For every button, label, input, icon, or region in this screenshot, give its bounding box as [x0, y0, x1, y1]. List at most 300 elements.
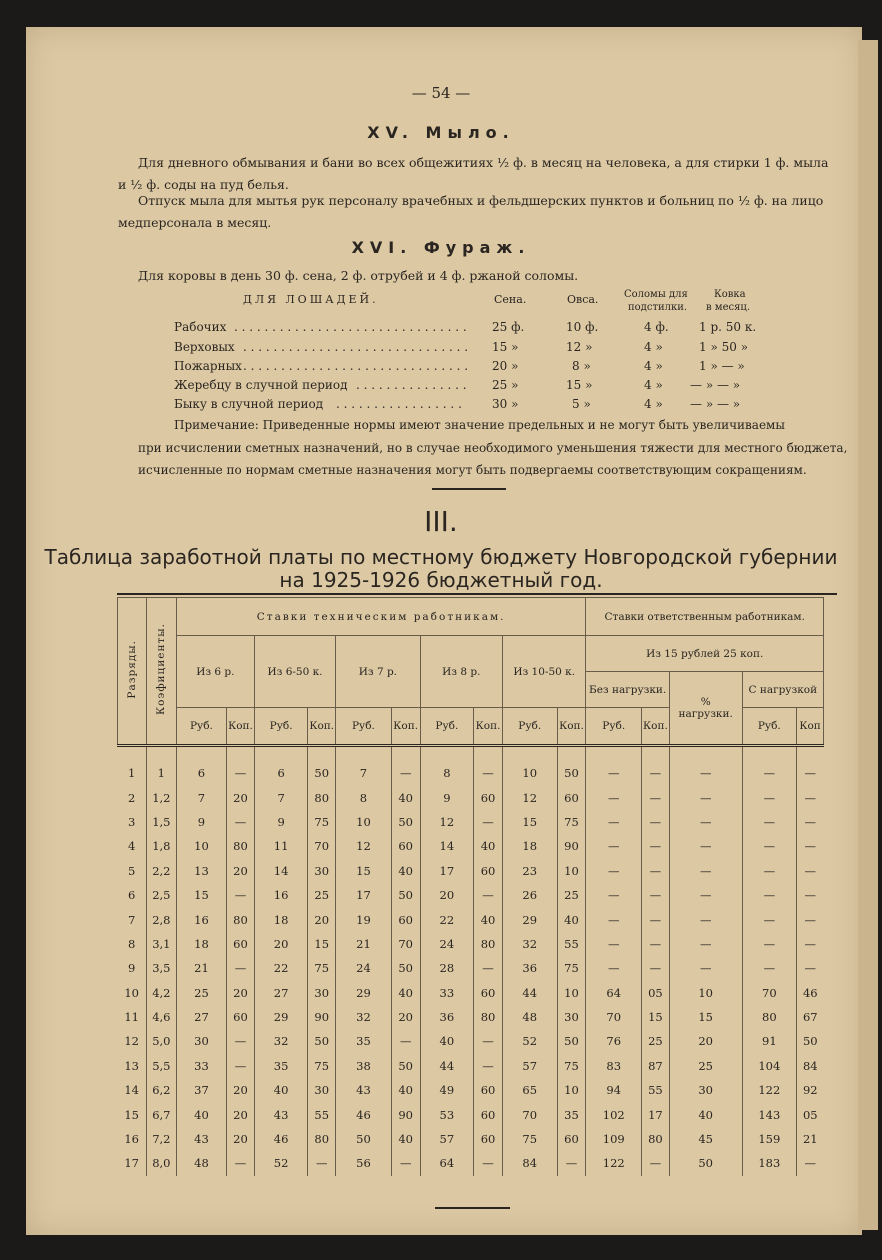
table-cell: 43 — [336, 1078, 392, 1102]
table-cell: 20 — [420, 883, 473, 907]
table-cell: — — [391, 1029, 420, 1053]
table-cell: 7,2 — [146, 1127, 176, 1151]
table-spacer-cell — [642, 746, 670, 762]
table-cell: 50 — [391, 956, 420, 980]
fodder-row-straw: 4 » — [644, 397, 663, 411]
table-cell: 76 — [586, 1029, 642, 1053]
header-percent-load — [669, 672, 742, 746]
table-cell: — — [642, 956, 670, 980]
table-cell: 80 — [474, 1005, 503, 1029]
table-cell: 4 — [128, 839, 136, 854]
table-cell: 15 — [308, 932, 336, 956]
table-cell: 55 — [308, 1102, 336, 1126]
header-group-6-50: Из 6-50 к. — [254, 636, 335, 708]
table-cell: 19 — [336, 907, 392, 931]
table-cell: 21 — [797, 1127, 824, 1151]
leader-dots: . . . . . . . . . . . . . . . . . . . . . . . . . . . . . . — [243, 340, 469, 354]
table-cell: 8 — [336, 785, 392, 809]
table-cell: 8,0 — [146, 1151, 176, 1175]
table-cell: 30 — [176, 1029, 226, 1053]
table-cell: 109 — [586, 1127, 642, 1151]
table-cell: 60 — [391, 834, 420, 858]
table-cell: 18 — [502, 834, 557, 858]
table-cell: 91 — [742, 1029, 797, 1053]
table-cell: — — [227, 883, 255, 907]
table-cell: — — [227, 810, 255, 834]
page-number: — 54 — — [411, 84, 471, 102]
table-cell: — — [642, 761, 670, 785]
table-spacer-cell — [336, 746, 392, 762]
table-cell: 48 — [176, 1151, 226, 1175]
table-cell: 15 — [502, 810, 557, 834]
part-number: III. — [424, 505, 458, 538]
table-cell: 40 — [420, 1029, 473, 1053]
table-cell: — — [669, 785, 742, 809]
fodder-row-oats: 12 » — [566, 340, 593, 354]
fodder-row-shoe: 1 » 50 » — [699, 340, 749, 354]
table-cell: — — [227, 956, 255, 980]
table-cell: 7 — [128, 912, 136, 927]
table-cell: 50 — [391, 883, 420, 907]
table-cell: 4,2 — [146, 981, 176, 1005]
fodder-intro: Для коровы в день 30 ф. сена, 2 ф. отрубей и 4 ф. ржаной соломы. — [138, 268, 579, 283]
table-cell: 102 — [586, 1102, 642, 1126]
table-cell: 44 — [502, 981, 557, 1005]
table-cell: 50 — [797, 1029, 824, 1053]
table-cell: 2,2 — [146, 859, 176, 883]
table-cell: 27 — [254, 981, 307, 1005]
table-cell: — — [742, 907, 797, 931]
page-edge — [858, 40, 878, 1230]
leader-dots: . . . . . . . . . . . . . . . . . — [336, 397, 462, 411]
header-group-7r: Из 7 р. — [336, 636, 420, 708]
table-row — [118, 834, 824, 858]
table-cell: 36 — [502, 956, 557, 980]
leader-dots: . . . . . . . . . . . . . . . . . . . . . . . . . . . . . . — [243, 359, 469, 373]
table-cell: 18 — [254, 907, 307, 931]
table-cell: 53 — [420, 1102, 473, 1126]
fodder-row-hay: 30 » — [492, 397, 519, 411]
table-cell: 7 — [176, 785, 226, 809]
fodder-row-name: Быку в случной период — [174, 397, 324, 411]
table-cell: 16 — [254, 883, 307, 907]
table-cell: 70 — [308, 834, 336, 858]
table-cell: 30 — [669, 1078, 742, 1102]
table-cell: 75 — [308, 956, 336, 980]
table-cell: 14 — [254, 859, 307, 883]
header-no-load: Без нагрузки. — [586, 672, 669, 708]
table-cell: 9 — [176, 810, 226, 834]
table-cell: 1,8 — [146, 834, 176, 858]
table-cell: 8 — [128, 936, 136, 951]
table-cell: 80 — [642, 1127, 670, 1151]
table-cell: 1 — [128, 766, 136, 781]
table-spacer-cell — [742, 746, 797, 762]
table-cell: 122 — [742, 1078, 797, 1102]
table-row — [118, 907, 824, 931]
table-cell: — — [308, 1151, 336, 1175]
table-cell: 17 — [336, 883, 392, 907]
table-cell: 14 — [124, 1083, 139, 1098]
table-cell: 28 — [420, 956, 473, 980]
table-cell: 87 — [642, 1054, 670, 1078]
header-group-10-50: Из 10-50 к. — [502, 636, 585, 708]
table-cell: 104 — [742, 1054, 797, 1078]
table-cell: 90 — [391, 1102, 420, 1126]
table-spacer-row — [118, 746, 824, 762]
table-cell: 70 — [586, 1005, 642, 1029]
fodder-row-oats: 5 » — [572, 397, 591, 411]
table-cell: 7 — [254, 785, 307, 809]
table-cell: 2,5 — [146, 883, 176, 907]
header-kop: Коп — [797, 708, 824, 746]
table-cell: 20 — [227, 1102, 255, 1126]
table-cell: 90 — [308, 1005, 336, 1029]
table-spacer-cell — [420, 746, 473, 762]
table-cell: — — [642, 810, 670, 834]
table-cell: 10 — [557, 859, 586, 883]
table-cell: 83 — [586, 1054, 642, 1078]
header-rub: Руб. — [586, 708, 642, 746]
table-cell: 60 — [474, 1127, 503, 1151]
table-cell: 80 — [474, 932, 503, 956]
table-cell: — — [669, 907, 742, 931]
table-spacer-cell — [176, 746, 226, 762]
table-row — [118, 859, 824, 883]
percent-sign: % — [700, 696, 711, 708]
table-cell: — — [474, 1151, 503, 1175]
table-cell: 25 — [308, 883, 336, 907]
table-cell: — — [474, 761, 503, 785]
table-cell: 20 — [669, 1029, 742, 1053]
table-cell: 50 — [336, 1127, 392, 1151]
header-rub: Руб. — [176, 708, 226, 746]
table-top-rule — [117, 593, 837, 595]
table-cell: 17 — [420, 859, 473, 883]
table-cell: 29 — [502, 907, 557, 931]
table-cell: 11 — [254, 834, 307, 858]
table-cell: 43 — [176, 1127, 226, 1151]
table-cell: 55 — [642, 1078, 670, 1102]
table-cell: — — [797, 785, 824, 809]
header-with-load: С нагрузкой — [742, 672, 823, 708]
fodder-row-oats: 8 » — [572, 359, 591, 373]
table-cell: 35 — [254, 1054, 307, 1078]
header-technical-rates: Ставки техническим работникам. — [176, 598, 586, 636]
table-cell: — — [642, 834, 670, 858]
table-cell: — — [642, 859, 670, 883]
table-cell: 75 — [557, 810, 586, 834]
table-cell: 60 — [227, 932, 255, 956]
table-cell: 10 — [502, 761, 557, 785]
table-cell: 21 — [176, 956, 226, 980]
table-cell: — — [797, 1151, 824, 1175]
table-cell: — — [669, 761, 742, 785]
table-cell: — — [669, 932, 742, 956]
table-cell: 10 — [176, 834, 226, 858]
col-oats: Овса. — [567, 293, 599, 306]
table-cell: 9 — [128, 961, 136, 976]
table-cell: — — [642, 1151, 670, 1175]
table-cell: — — [742, 883, 797, 907]
table-cell: 75 — [308, 1054, 336, 1078]
table-cell: 92 — [797, 1078, 824, 1102]
header-kop: Коп. — [308, 708, 336, 746]
table-cell: 05 — [642, 981, 670, 1005]
table-cell: — — [742, 761, 797, 785]
divider-rule — [432, 488, 506, 490]
table-cell: 24 — [336, 956, 392, 980]
fodder-row-hay: 15 » — [492, 340, 519, 354]
table-cell: 45 — [669, 1127, 742, 1151]
fodder-row-shoe: 1 р. 50 к. — [699, 320, 757, 334]
table-cell: 75 — [308, 810, 336, 834]
table-row — [118, 810, 824, 834]
table-spacer-cell — [474, 746, 503, 762]
table-cell: 32 — [254, 1029, 307, 1053]
table-cell: 52 — [502, 1029, 557, 1053]
table-cell: — — [669, 859, 742, 883]
table-cell: — — [227, 1029, 255, 1053]
table-cell: — — [742, 834, 797, 858]
table-cell: 90 — [557, 834, 586, 858]
table-cell: 26 — [502, 883, 557, 907]
table-cell: 13 — [124, 1058, 139, 1073]
salary-table — [117, 597, 824, 1176]
table-spacer-cell — [254, 746, 307, 762]
table-cell: 60 — [474, 1102, 503, 1126]
table-cell: 10 — [124, 985, 139, 1000]
table-spacer-cell — [308, 746, 336, 762]
fodder-row-shoe: — » — » — [690, 378, 741, 392]
table-cell: 15 — [176, 883, 226, 907]
header-from-15: Из 15 рублей 25 коп. — [586, 636, 824, 672]
table-cell: 17 — [124, 1156, 139, 1171]
fodder-row-hay: 25 ф. — [492, 320, 525, 334]
table-cell: — — [586, 761, 642, 785]
table-cell: 35 — [557, 1102, 586, 1126]
table-spacer-cell — [557, 746, 586, 762]
table-cell: 57 — [502, 1054, 557, 1078]
table-row — [118, 1029, 824, 1053]
leader-dots: . . . . . . . . . . . . . . . — [356, 378, 467, 392]
table-cell: 29 — [254, 1005, 307, 1029]
table-cell: 33 — [420, 981, 473, 1005]
table-cell: 52 — [254, 1151, 307, 1175]
table-cell: — — [669, 834, 742, 858]
table-cell: 46 — [336, 1102, 392, 1126]
table-cell: 3,1 — [146, 932, 176, 956]
fodder-row-hay: 25 » — [492, 378, 519, 392]
table-cell: 15 — [124, 1107, 139, 1122]
table-cell: — — [797, 932, 824, 956]
table-cell: 50 — [391, 810, 420, 834]
table-row — [118, 1005, 824, 1029]
table-cell: 30 — [557, 1005, 586, 1029]
fodder-row-shoe: — » — » — [690, 397, 741, 411]
table-cell: 84 — [797, 1054, 824, 1078]
table-cell: 40 — [669, 1102, 742, 1126]
table-cell: 18 — [176, 932, 226, 956]
table-cell: 40 — [474, 907, 503, 931]
table-cell: 50 — [308, 1029, 336, 1053]
table-cell: 15 — [669, 1005, 742, 1029]
table-cell: — — [557, 1151, 586, 1175]
table-cell: 36 — [420, 1005, 473, 1029]
table-cell: 15 — [336, 859, 392, 883]
table-cell: 40 — [254, 1078, 307, 1102]
table-row — [118, 883, 824, 907]
table-cell: 60 — [474, 981, 503, 1005]
table-cell: 44 — [420, 1054, 473, 1078]
table-cell: 37 — [176, 1078, 226, 1102]
table-cell: 50 — [557, 1029, 586, 1053]
table-cell: 48 — [502, 1005, 557, 1029]
table-row — [118, 1127, 824, 1151]
table-cell: 11 — [124, 1010, 139, 1025]
table-cell: 56 — [336, 1151, 392, 1175]
table-cell: — — [669, 810, 742, 834]
table-spacer-cell — [227, 746, 255, 762]
table-cell: 40 — [391, 981, 420, 1005]
table-cell: 60 — [391, 907, 420, 931]
header-kop: Коп. — [557, 708, 586, 746]
table-cell: 80 — [308, 785, 336, 809]
table-cell: 17 — [642, 1102, 670, 1126]
table-cell: 38 — [336, 1054, 392, 1078]
table-cell: 13 — [176, 859, 226, 883]
table-cell: 05 — [797, 1102, 824, 1126]
fodder-row-hay: 20 » — [492, 359, 519, 373]
table-cell: 20 — [391, 1005, 420, 1029]
table-cell: 65 — [502, 1078, 557, 1102]
fodder-row-straw: 4 » — [644, 378, 663, 392]
table-cell: — — [586, 834, 642, 858]
header-rub: Руб. — [502, 708, 557, 746]
soap-paragraph-1a: Для дневного обмывания и бани во всех общежитиях ½ ф. в месяц на человека, а для стирки 1 ф. мыла — [138, 155, 829, 170]
col-straw-2: подстилки. — [628, 302, 688, 313]
table-cell: 6 — [128, 888, 136, 903]
table-cell: — — [586, 932, 642, 956]
table-cell: — — [797, 883, 824, 907]
table-cell: 49 — [420, 1078, 473, 1102]
header-kop: Коп. — [391, 708, 420, 746]
table-cell: — — [474, 956, 503, 980]
table-cell: 33 — [176, 1054, 226, 1078]
table-cell: 30 — [308, 1078, 336, 1102]
table-cell: 6 — [176, 761, 226, 785]
table-cell: 20 — [227, 1078, 255, 1102]
table-row — [118, 981, 824, 1005]
table-cell: 15 — [642, 1005, 670, 1029]
table-cell: 30 — [308, 981, 336, 1005]
table-cell: 43 — [254, 1102, 307, 1126]
table-row — [118, 932, 824, 956]
table-cell: 40 — [176, 1102, 226, 1126]
table-spacer-cell — [391, 746, 420, 762]
table-cell: 10 — [669, 981, 742, 1005]
fodder-row-name: Верховых — [174, 340, 235, 354]
fodder-note-2: при исчислении сметных назначений, но в случае необходимого уменьшения тяжести для местного бюджета, — [138, 441, 848, 455]
table-cell: — — [742, 956, 797, 980]
table-cell: 6,2 — [146, 1078, 176, 1102]
table-cell: — — [586, 810, 642, 834]
table-cell: 57 — [420, 1127, 473, 1151]
table-cell: 40 — [557, 907, 586, 931]
table-spacer-cell — [797, 746, 824, 762]
table-cell: 40 — [391, 785, 420, 809]
table-cell: 80 — [227, 834, 255, 858]
header-kop: Коп. — [642, 708, 670, 746]
table-cell: 64 — [420, 1151, 473, 1175]
table-cell: 70 — [391, 932, 420, 956]
table-cell: — — [227, 1054, 255, 1078]
header-rub: Руб. — [336, 708, 392, 746]
table-cell: 25 — [557, 883, 586, 907]
table-cell: 122 — [586, 1151, 642, 1175]
table-cell: 46 — [797, 981, 824, 1005]
col-shoe-2: в месяц. — [706, 302, 751, 313]
fodder-row-name: Пожарных — [174, 359, 242, 373]
table-cell: 80 — [308, 1127, 336, 1151]
header-rub: Руб. — [742, 708, 797, 746]
table-cell: 10 — [557, 1078, 586, 1102]
leader-dots: . . . . . . . . . . . . . . . . . . . . . . . . . . . . . . . — [234, 320, 467, 334]
table-spacer-cell — [502, 746, 557, 762]
table-cell: 20 — [308, 907, 336, 931]
soap-paragraph-2a: Отпуск мыла для мытья рук персоналу врачебных и фельдшерских пунктов и больниц по ½ ф. на лицо — [138, 193, 824, 208]
table-cell: 75 — [557, 956, 586, 980]
table-cell: 50 — [557, 761, 586, 785]
soap-paragraph-2b: медперсонала в месяц. — [118, 215, 272, 230]
fodder-row-name: Рабочих — [174, 320, 227, 334]
fodder-row-straw: 4 » — [644, 359, 663, 373]
table-cell: — — [742, 859, 797, 883]
table-cell: — — [642, 883, 670, 907]
table-cell: 55 — [557, 932, 586, 956]
table-cell: 35 — [336, 1029, 392, 1053]
fodder-row-shoe: 1 » — » — [699, 359, 745, 373]
table-cell: 14 — [420, 834, 473, 858]
table-cell: 20 — [227, 1127, 255, 1151]
table-cell: — — [586, 956, 642, 980]
table-cell: 40 — [474, 834, 503, 858]
table-spacer-cell — [669, 746, 742, 762]
table-cell: — — [742, 932, 797, 956]
table-cell: 84 — [502, 1151, 557, 1175]
table-cell: 16 — [124, 1132, 139, 1147]
table-cell: 60 — [474, 1078, 503, 1102]
table-cell: 40 — [391, 1078, 420, 1102]
table-cell: 46 — [254, 1127, 307, 1151]
footer-rule — [435, 1207, 510, 1209]
table-cell: 9 — [420, 785, 473, 809]
table-cell: 22 — [254, 956, 307, 980]
table-cell: 6,7 — [146, 1102, 176, 1126]
table-cell: 75 — [557, 1054, 586, 1078]
table-cell: 8 — [420, 761, 473, 785]
table-row — [118, 761, 824, 785]
table-cell: 20 — [227, 981, 255, 1005]
table-cell: — — [797, 907, 824, 931]
table-cell: — — [797, 834, 824, 858]
table-cell: 1,2 — [146, 785, 176, 809]
header-rub: Руб. — [420, 708, 473, 746]
table-cell: 4,6 — [146, 1005, 176, 1029]
table-cell: — — [742, 785, 797, 809]
table-cell: 9 — [254, 810, 307, 834]
section-heading-soap: XV. Мыло. — [367, 123, 515, 142]
